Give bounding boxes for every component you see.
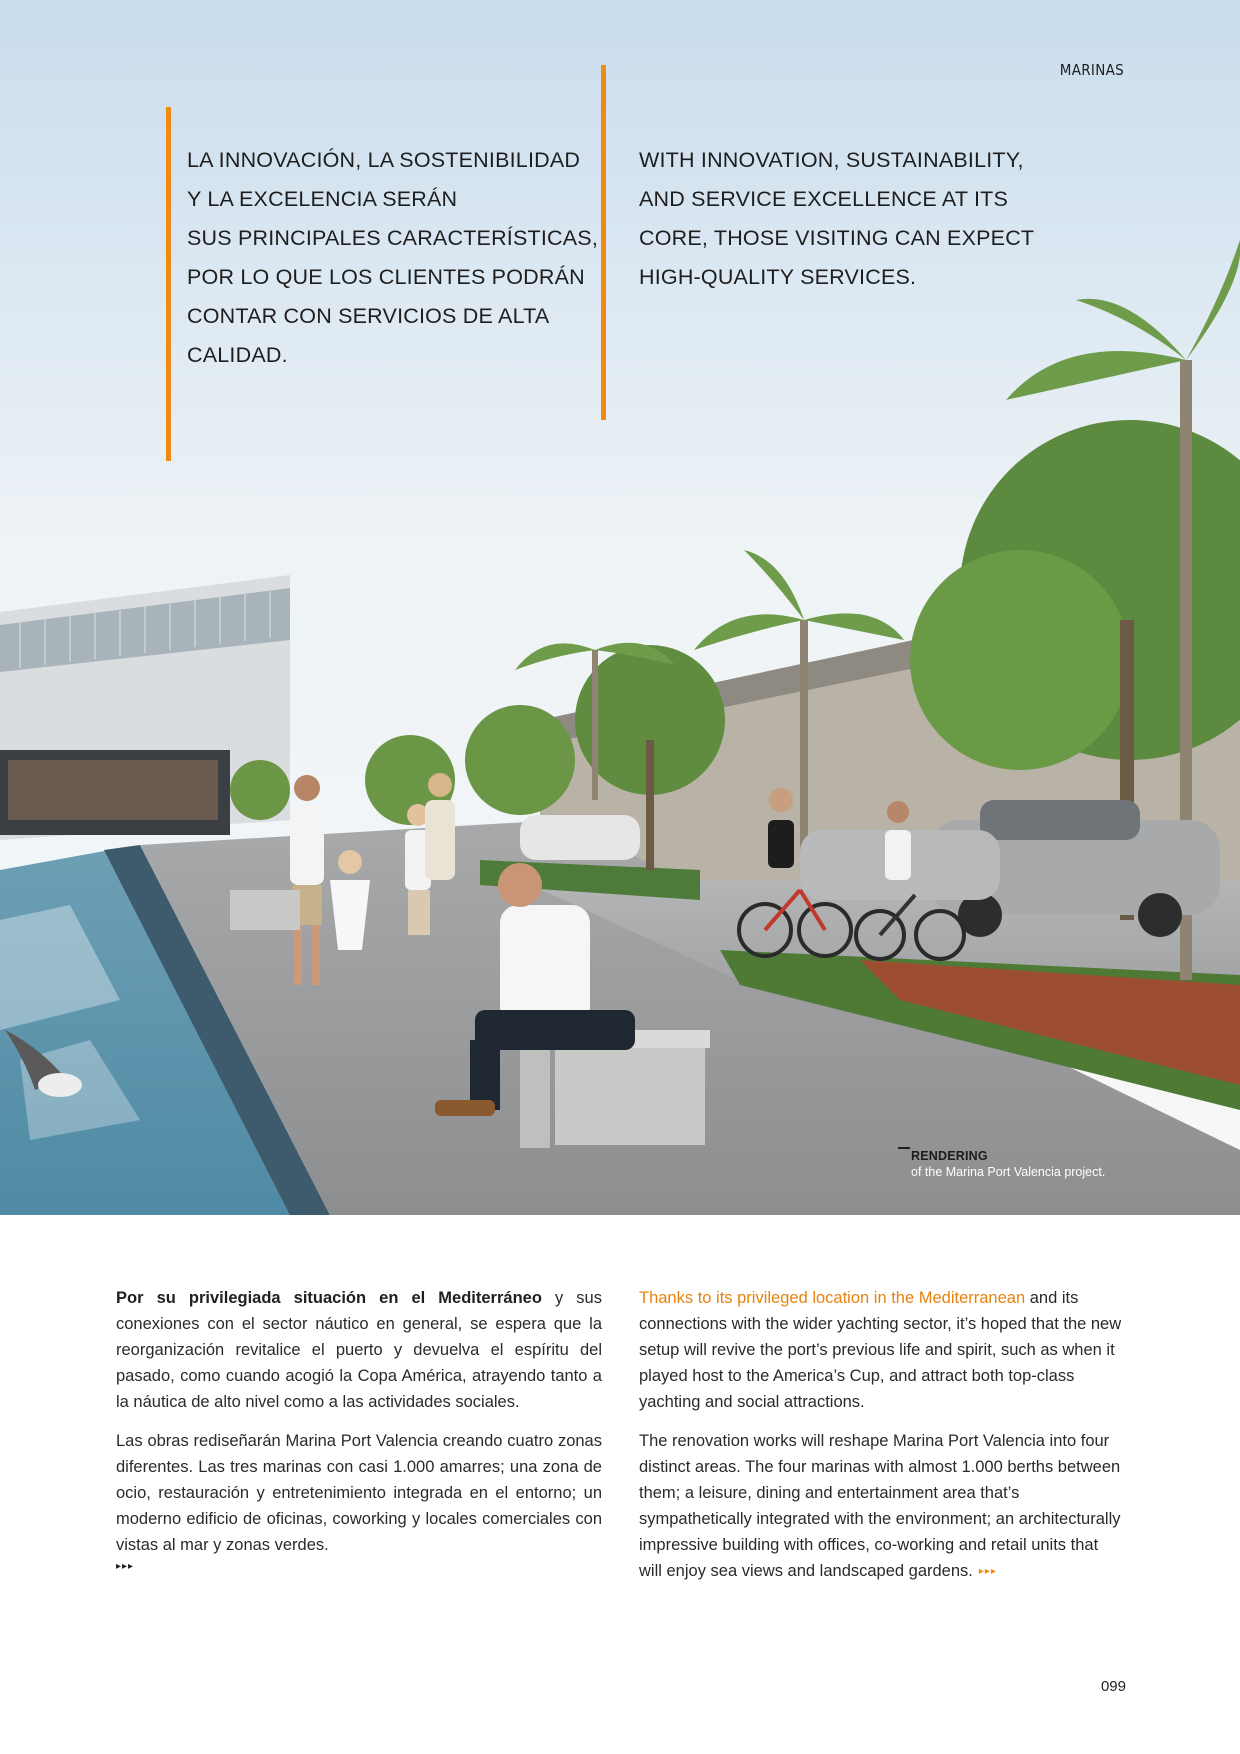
section-label: MARINAS xyxy=(1059,61,1124,79)
pull-quote-line: CONTAR CON SERVICIOS DE ALTA xyxy=(187,304,550,328)
caption-title: RENDERING xyxy=(911,1149,988,1163)
paragraph xyxy=(116,1428,602,1580)
paragraph-text: Las obras rediseñarán Marina Port Valencia creando cuatro zonas diferentes. Las tres marinas con casi 1.000 amarres; una zona de ocio, restauración y entretenimiento integrada en el entorno; un moderno edificio de oficinas, coworking y locales comerciales con vistas al mar y zonas verdes. xyxy=(116,1432,602,1554)
pull-quote-line: HIGH-QUALITY SERVICES. xyxy=(639,265,917,289)
continue-arrows-icon: ▸▸▸ xyxy=(978,1565,997,1577)
pull-quote-line: CORE, THOSE VISITING CAN EXPECT xyxy=(639,226,1035,250)
pull-quote-en xyxy=(639,141,1035,297)
paragraph-text: and its connections with the wider yachting sector, it’s hoped that the new setup will revive the port’s previous life and spirit, such as when it played host to the America’s Cup, and attract both top-class yachting and social attractions. xyxy=(639,1289,1122,1411)
caption-dash xyxy=(898,1147,910,1149)
pull-quote-line: LA INNOVACIÓN, LA SOSTENIBILIDAD xyxy=(187,148,581,172)
paragraph xyxy=(639,1428,1125,1585)
continue-arrows-icon: ▸▸▸ xyxy=(116,1561,135,1572)
paragraph xyxy=(116,1285,602,1415)
pull-quote-line: AND SERVICE EXCELLENCE AT ITS xyxy=(639,187,1009,211)
pull-quote-line: Y LA EXCELENCIA SERÁN xyxy=(187,187,458,211)
body-column-en xyxy=(639,1285,1125,1598)
pull-quote-line: SUS PRINCIPALES CARACTERÍSTICAS, xyxy=(187,226,599,250)
page-number: 099 xyxy=(1100,1678,1126,1695)
paragraph xyxy=(639,1285,1125,1415)
paragraph-text: y sus conexiones con el sector náutico en general, se espera que la reorganización revitalice el puerto y devuelva el espíritu del pasado, como cuando acogió la Copa América, atrayendo tanto a la náutica de alto nivel como a las actividades sociales. xyxy=(116,1289,602,1411)
accent-bar-right xyxy=(601,65,606,420)
accent-bar-left xyxy=(166,107,171,461)
body-column-es xyxy=(116,1285,602,1593)
pull-quote-line: CALIDAD. xyxy=(187,343,288,367)
caption-subtitle: of the Marina Port Valencia project. xyxy=(911,1165,1106,1179)
pull-quote-line: POR LO QUE LOS CLIENTES PODRÁN xyxy=(187,265,585,289)
lead-text: Por su privilegiada situación en el Mediterráneo xyxy=(116,1289,542,1307)
paragraph-text: The renovation works will reshape Marina Port Valencia into four distinct areas. The four marinas with almost 1.000 berths between them; a leisure, dining and entertainment area that’s sympathetically integrated with the environment; an architecturally impressive building with offices, co-working and retail units that will enjoy sea views and landscaped gardens. xyxy=(639,1432,1121,1580)
pull-quote-es xyxy=(187,141,599,375)
pull-quote-line: WITH INNOVATION, SUSTAINABILITY, xyxy=(639,148,1024,172)
lead-text: Thanks to its privileged location in the Mediterranean xyxy=(639,1289,1026,1307)
photo-caption xyxy=(911,1148,1105,1180)
